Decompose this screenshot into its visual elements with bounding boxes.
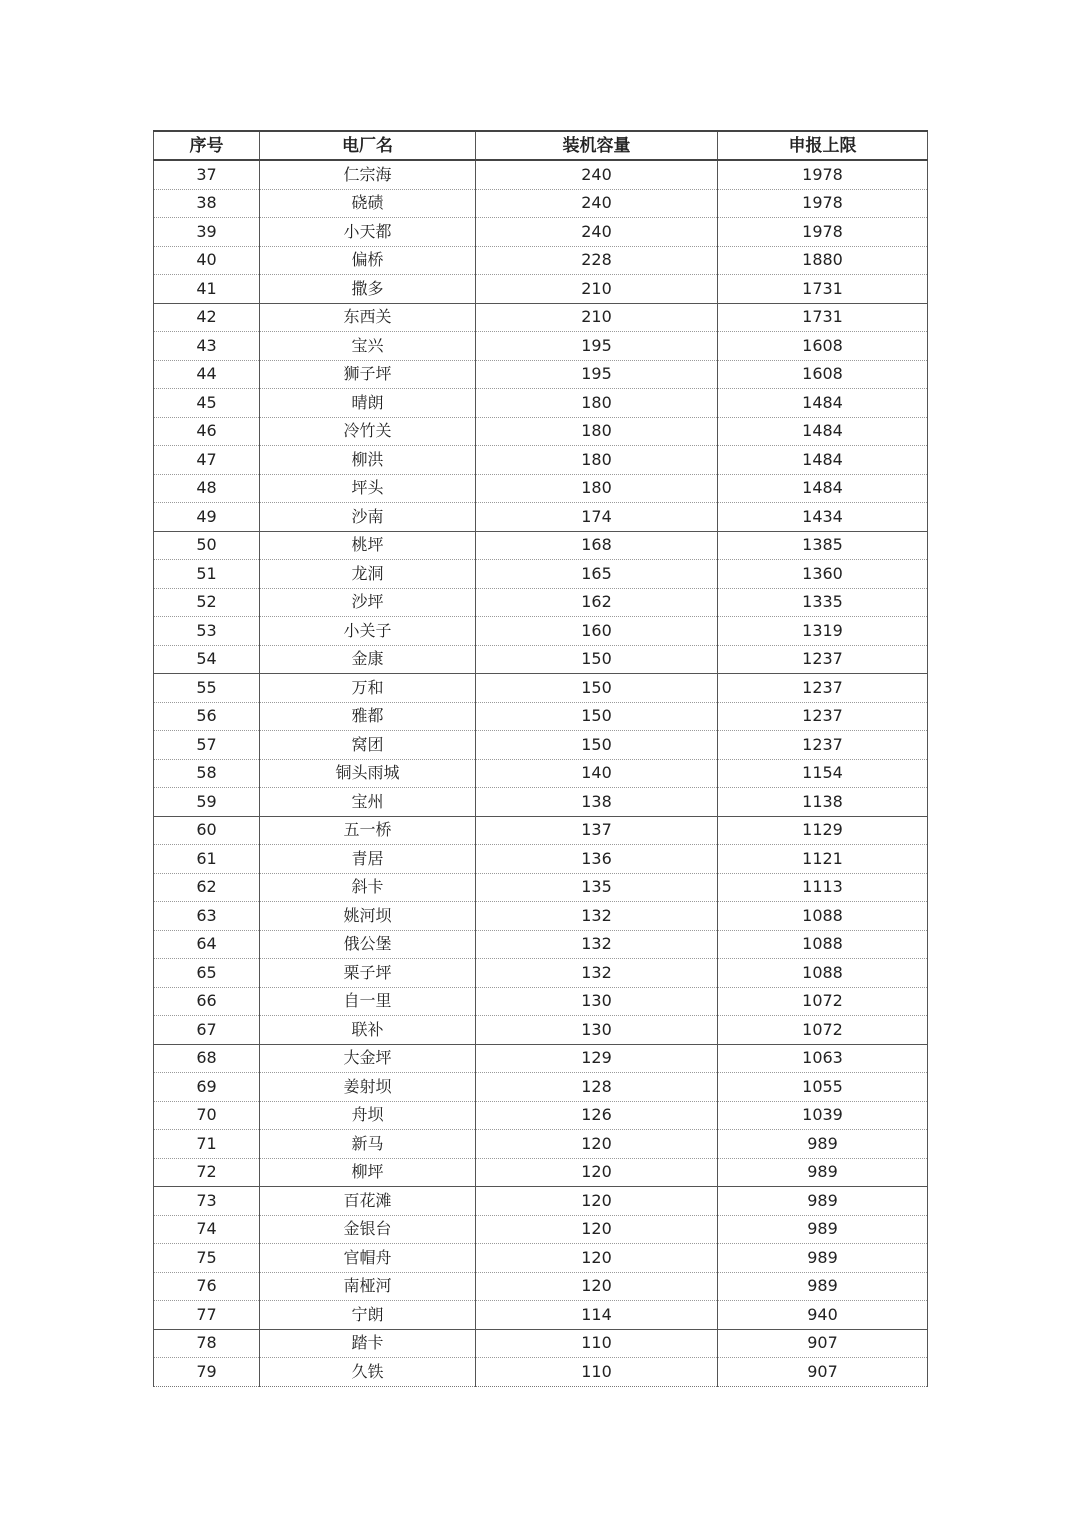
table-row [154, 1016, 928, 1045]
table-row [154, 1158, 928, 1187]
cell-installed-capacity: 130 [476, 987, 718, 1016]
cell-declared-limit: 1608 [718, 332, 928, 361]
cell-declared-limit: 1319 [718, 617, 928, 646]
cell-declared-limit: 1484 [718, 417, 928, 446]
cell-plant-name: 俄公堡 [260, 930, 476, 959]
cell-plant-name: 自一里 [260, 987, 476, 1016]
cell-installed-capacity: 180 [476, 389, 718, 418]
cell-plant-name: 雅都 [260, 702, 476, 731]
cell-installed-capacity: 240 [476, 160, 718, 189]
cell-declared-limit: 907 [718, 1329, 928, 1358]
cell-installed-capacity: 140 [476, 759, 718, 788]
table-row [154, 1272, 928, 1301]
cell-index: 54 [154, 645, 260, 674]
cell-declared-limit: 1484 [718, 446, 928, 475]
cell-index: 45 [154, 389, 260, 418]
cell-installed-capacity: 120 [476, 1244, 718, 1273]
cell-plant-name: 踏卡 [260, 1329, 476, 1358]
cell-index: 57 [154, 731, 260, 760]
cell-plant-name: 南桠河 [260, 1272, 476, 1301]
cell-declared-limit: 907 [718, 1358, 928, 1387]
cell-index: 51 [154, 560, 260, 589]
cell-installed-capacity: 240 [476, 218, 718, 247]
table-header [154, 131, 928, 160]
cell-plant-name: 青居 [260, 845, 476, 874]
table-row [154, 1101, 928, 1130]
table-row [154, 702, 928, 731]
cell-installed-capacity: 174 [476, 503, 718, 532]
cell-installed-capacity: 120 [476, 1130, 718, 1159]
table-row [154, 531, 928, 560]
cell-installed-capacity: 120 [476, 1187, 718, 1216]
table-row [154, 160, 928, 189]
cell-declared-limit: 1978 [718, 189, 928, 218]
cell-declared-limit: 1237 [718, 731, 928, 760]
power-plant-table-container [153, 130, 927, 1387]
cell-installed-capacity: 160 [476, 617, 718, 646]
cell-declared-limit: 1434 [718, 503, 928, 532]
table-row [154, 1215, 928, 1244]
cell-installed-capacity: 150 [476, 645, 718, 674]
cell-installed-capacity: 129 [476, 1044, 718, 1073]
cell-plant-name: 晴朗 [260, 389, 476, 418]
cell-declared-limit: 1154 [718, 759, 928, 788]
cell-index: 49 [154, 503, 260, 532]
cell-plant-name: 偏桥 [260, 246, 476, 275]
cell-installed-capacity: 110 [476, 1329, 718, 1358]
cell-declared-limit: 1088 [718, 902, 928, 931]
cell-plant-name: 宝兴 [260, 332, 476, 361]
cell-installed-capacity: 135 [476, 873, 718, 902]
cell-index: 72 [154, 1158, 260, 1187]
cell-declared-limit: 989 [718, 1130, 928, 1159]
cell-index: 44 [154, 360, 260, 389]
cell-declared-limit: 1335 [718, 588, 928, 617]
cell-installed-capacity: 162 [476, 588, 718, 617]
cell-plant-name: 久铁 [260, 1358, 476, 1387]
cell-index: 61 [154, 845, 260, 874]
cell-declared-limit: 1360 [718, 560, 928, 589]
cell-installed-capacity: 128 [476, 1073, 718, 1102]
cell-index: 46 [154, 417, 260, 446]
header-row [154, 131, 928, 160]
cell-declared-limit: 1088 [718, 959, 928, 988]
cell-plant-name: 铜头雨城 [260, 759, 476, 788]
cell-declared-limit: 989 [718, 1187, 928, 1216]
cell-plant-name: 冷竹关 [260, 417, 476, 446]
cell-plant-name: 柳洪 [260, 446, 476, 475]
cell-index: 37 [154, 160, 260, 189]
header-installed-capacity: 装机容量 [476, 131, 718, 160]
cell-installed-capacity: 138 [476, 788, 718, 817]
cell-installed-capacity: 120 [476, 1158, 718, 1187]
cell-plant-name: 小关子 [260, 617, 476, 646]
cell-installed-capacity: 150 [476, 702, 718, 731]
table-row [154, 788, 928, 817]
cell-plant-name: 狮子坪 [260, 360, 476, 389]
table-row [154, 902, 928, 931]
cell-declared-limit: 989 [718, 1158, 928, 1187]
cell-index: 63 [154, 902, 260, 931]
cell-index: 79 [154, 1358, 260, 1387]
cell-index: 47 [154, 446, 260, 475]
cell-index: 69 [154, 1073, 260, 1102]
table-row [154, 1044, 928, 1073]
cell-index: 74 [154, 1215, 260, 1244]
cell-installed-capacity: 126 [476, 1101, 718, 1130]
cell-index: 67 [154, 1016, 260, 1045]
cell-index: 42 [154, 303, 260, 332]
table-row [154, 1329, 928, 1358]
cell-declared-limit: 1237 [718, 645, 928, 674]
cell-plant-name: 大金坪 [260, 1044, 476, 1073]
cell-plant-name: 金康 [260, 645, 476, 674]
cell-plant-name: 龙洞 [260, 560, 476, 589]
cell-installed-capacity: 150 [476, 731, 718, 760]
cell-plant-name: 沙南 [260, 503, 476, 532]
cell-index: 43 [154, 332, 260, 361]
cell-declared-limit: 989 [718, 1272, 928, 1301]
cell-plant-name: 柳坪 [260, 1158, 476, 1187]
table-row [154, 645, 928, 674]
table-row [154, 218, 928, 247]
cell-plant-name: 万和 [260, 674, 476, 703]
cell-index: 56 [154, 702, 260, 731]
cell-plant-name: 硗碛 [260, 189, 476, 218]
table-row [154, 360, 928, 389]
cell-installed-capacity: 240 [476, 189, 718, 218]
table-body [154, 160, 928, 1386]
cell-installed-capacity: 120 [476, 1272, 718, 1301]
cell-index: 75 [154, 1244, 260, 1273]
cell-installed-capacity: 150 [476, 674, 718, 703]
cell-index: 62 [154, 873, 260, 902]
cell-plant-name: 姚河坝 [260, 902, 476, 931]
cell-plant-name: 桃坪 [260, 531, 476, 560]
cell-installed-capacity: 114 [476, 1301, 718, 1330]
cell-index: 77 [154, 1301, 260, 1330]
cell-plant-name: 舟坝 [260, 1101, 476, 1130]
cell-declared-limit: 1121 [718, 845, 928, 874]
table-row [154, 417, 928, 446]
table-row [154, 873, 928, 902]
cell-plant-name: 百花滩 [260, 1187, 476, 1216]
table-row [154, 845, 928, 874]
cell-index: 53 [154, 617, 260, 646]
cell-installed-capacity: 137 [476, 816, 718, 845]
cell-declared-limit: 1484 [718, 474, 928, 503]
cell-installed-capacity: 130 [476, 1016, 718, 1045]
table-row [154, 816, 928, 845]
power-plant-table [153, 130, 928, 1387]
cell-declared-limit: 989 [718, 1244, 928, 1273]
cell-installed-capacity: 195 [476, 332, 718, 361]
cell-declared-limit: 1039 [718, 1101, 928, 1130]
cell-plant-name: 姜射坝 [260, 1073, 476, 1102]
cell-index: 73 [154, 1187, 260, 1216]
table-row [154, 446, 928, 475]
table-row [154, 1130, 928, 1159]
cell-declared-limit: 1880 [718, 246, 928, 275]
cell-installed-capacity: 210 [476, 275, 718, 304]
table-row [154, 189, 928, 218]
cell-installed-capacity: 210 [476, 303, 718, 332]
cell-plant-name: 沙坪 [260, 588, 476, 617]
cell-installed-capacity: 168 [476, 531, 718, 560]
cell-plant-name: 东西关 [260, 303, 476, 332]
cell-declared-limit: 1731 [718, 303, 928, 332]
cell-index: 48 [154, 474, 260, 503]
cell-plant-name: 仁宗海 [260, 160, 476, 189]
cell-declared-limit: 1385 [718, 531, 928, 560]
cell-index: 65 [154, 959, 260, 988]
cell-index: 41 [154, 275, 260, 304]
table-row [154, 617, 928, 646]
table-row [154, 389, 928, 418]
cell-plant-name: 窝团 [260, 731, 476, 760]
cell-declared-limit: 1072 [718, 1016, 928, 1045]
cell-index: 40 [154, 246, 260, 275]
cell-declared-limit: 1237 [718, 674, 928, 703]
cell-plant-name: 官帽舟 [260, 1244, 476, 1273]
table-row [154, 1073, 928, 1102]
cell-index: 70 [154, 1101, 260, 1130]
cell-plant-name: 宝州 [260, 788, 476, 817]
cell-index: 78 [154, 1329, 260, 1358]
cell-index: 71 [154, 1130, 260, 1159]
table-row [154, 588, 928, 617]
cell-index: 68 [154, 1044, 260, 1073]
table-row [154, 275, 928, 304]
table-row [154, 303, 928, 332]
cell-plant-name: 撒多 [260, 275, 476, 304]
table-row [154, 987, 928, 1016]
table-row [154, 503, 928, 532]
cell-declared-limit: 989 [718, 1215, 928, 1244]
cell-installed-capacity: 132 [476, 930, 718, 959]
cell-index: 58 [154, 759, 260, 788]
cell-declared-limit: 940 [718, 1301, 928, 1330]
table-row [154, 1244, 928, 1273]
cell-installed-capacity: 180 [476, 474, 718, 503]
cell-plant-name: 坪头 [260, 474, 476, 503]
header-plant-name: 电厂名 [260, 131, 476, 160]
cell-declared-limit: 1138 [718, 788, 928, 817]
cell-index: 60 [154, 816, 260, 845]
cell-index: 59 [154, 788, 260, 817]
header-declared-limit: 申报上限 [718, 131, 928, 160]
table-row [154, 959, 928, 988]
cell-declared-limit: 1113 [718, 873, 928, 902]
table-row [154, 560, 928, 589]
cell-declared-limit: 1063 [718, 1044, 928, 1073]
table-row [154, 332, 928, 361]
cell-plant-name: 小天都 [260, 218, 476, 247]
cell-installed-capacity: 132 [476, 902, 718, 931]
cell-installed-capacity: 110 [476, 1358, 718, 1387]
header-index: 序号 [154, 131, 260, 160]
cell-declared-limit: 1608 [718, 360, 928, 389]
cell-plant-name: 联补 [260, 1016, 476, 1045]
cell-declared-limit: 1978 [718, 160, 928, 189]
table-row [154, 246, 928, 275]
cell-plant-name: 五一桥 [260, 816, 476, 845]
cell-index: 55 [154, 674, 260, 703]
table-row [154, 930, 928, 959]
cell-plant-name: 宁朗 [260, 1301, 476, 1330]
cell-index: 66 [154, 987, 260, 1016]
table-row [154, 1187, 928, 1216]
cell-declared-limit: 1072 [718, 987, 928, 1016]
cell-index: 52 [154, 588, 260, 617]
cell-index: 64 [154, 930, 260, 959]
cell-installed-capacity: 180 [476, 446, 718, 475]
cell-declared-limit: 1237 [718, 702, 928, 731]
cell-plant-name: 金银台 [260, 1215, 476, 1244]
table-row [154, 1358, 928, 1387]
cell-declared-limit: 1088 [718, 930, 928, 959]
cell-installed-capacity: 120 [476, 1215, 718, 1244]
cell-index: 50 [154, 531, 260, 560]
cell-declared-limit: 1055 [718, 1073, 928, 1102]
table-row [154, 674, 928, 703]
table-row [154, 474, 928, 503]
cell-plant-name: 斜卡 [260, 873, 476, 902]
cell-installed-capacity: 165 [476, 560, 718, 589]
cell-installed-capacity: 195 [476, 360, 718, 389]
cell-installed-capacity: 132 [476, 959, 718, 988]
cell-installed-capacity: 180 [476, 417, 718, 446]
cell-index: 38 [154, 189, 260, 218]
cell-plant-name: 栗子坪 [260, 959, 476, 988]
cell-declared-limit: 1731 [718, 275, 928, 304]
cell-plant-name: 新马 [260, 1130, 476, 1159]
table-row [154, 731, 928, 760]
cell-index: 39 [154, 218, 260, 247]
cell-installed-capacity: 228 [476, 246, 718, 275]
cell-index: 76 [154, 1272, 260, 1301]
cell-declared-limit: 1129 [718, 816, 928, 845]
cell-declared-limit: 1484 [718, 389, 928, 418]
cell-installed-capacity: 136 [476, 845, 718, 874]
table-row [154, 1301, 928, 1330]
table-row [154, 759, 928, 788]
cell-declared-limit: 1978 [718, 218, 928, 247]
